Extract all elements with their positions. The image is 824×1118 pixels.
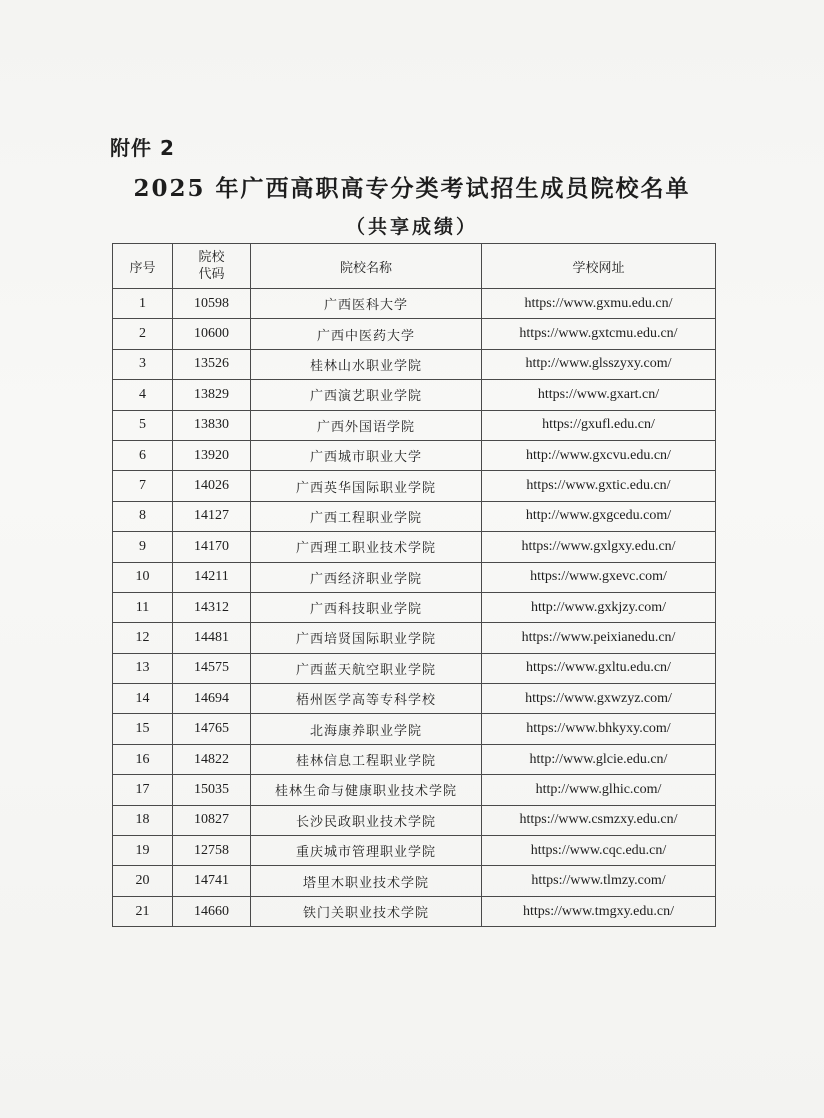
row-index-cell: 10	[113, 562, 173, 592]
row-index-cell: 16	[113, 744, 173, 774]
row-name-cell: 梧州医学高等专科学校	[251, 684, 482, 714]
header-code	[173, 244, 251, 289]
row-name-cell: 广西城市职业大学	[251, 440, 482, 470]
row-name-cell: 广西蓝天航空职业学院	[251, 653, 482, 683]
row-code-cell: 14481	[173, 623, 251, 653]
row-code-cell: 14127	[173, 501, 251, 531]
table-row	[113, 440, 716, 470]
row-index-cell: 9	[113, 532, 173, 562]
table-row	[113, 380, 716, 410]
row-name-cell: 广西医科大学	[251, 289, 482, 319]
row-name-cell: 广西培贤国际职业学院	[251, 623, 482, 653]
row-code-cell: 14170	[173, 532, 251, 562]
row-name-cell: 桂林生命与健康职业技术学院	[251, 775, 482, 805]
row-code-cell: 14575	[173, 653, 251, 683]
table-row	[113, 289, 716, 319]
row-code-cell: 13829	[173, 380, 251, 410]
row-name-cell: 重庆城市管理职业学院	[251, 836, 482, 866]
row-code-cell: 14822	[173, 744, 251, 774]
table-row	[113, 562, 716, 592]
row-url-cell[interactable]: http://www.glsszyxy.com/	[482, 349, 716, 379]
document-title: 2025 年广西高职高专分类考试招生成员院校名单	[133, 175, 691, 202]
header-code-line1: 院校	[198, 250, 225, 265]
table-row	[113, 653, 716, 683]
row-url-cell[interactable]: https://www.gxltu.edu.cn/	[482, 653, 716, 683]
row-url-cell[interactable]: https://www.gxtcmu.edu.cn/	[482, 319, 716, 349]
row-code-cell: 14312	[173, 592, 251, 622]
row-name-cell: 铁门关职业技术学院	[251, 896, 482, 926]
table-row	[113, 410, 716, 440]
attachment-label: 附件 2	[110, 136, 175, 160]
table-row	[113, 471, 716, 501]
row-code-cell: 13830	[173, 410, 251, 440]
row-url-cell[interactable]: http://www.glcie.edu.cn/	[482, 744, 716, 774]
row-code-cell: 14765	[173, 714, 251, 744]
table-row	[113, 866, 716, 896]
table-row	[113, 896, 716, 926]
row-code-cell: 10827	[173, 805, 251, 835]
row-name-cell: 广西理工职业技术学院	[251, 532, 482, 562]
row-index-cell: 5	[113, 410, 173, 440]
table-body	[113, 289, 716, 927]
row-code-cell: 14026	[173, 471, 251, 501]
row-index-cell: 19	[113, 836, 173, 866]
row-url-cell[interactable]: http://www.glhic.com/	[482, 775, 716, 805]
row-url-cell[interactable]: https://www.gxwzyz.com/	[482, 684, 716, 714]
row-code-cell: 10598	[173, 289, 251, 319]
table-row	[113, 592, 716, 622]
institution-table	[112, 243, 716, 927]
table-row	[113, 744, 716, 774]
row-index-cell: 13	[113, 653, 173, 683]
row-index-cell: 1	[113, 289, 173, 319]
row-url-cell[interactable]: https://www.bhkyxy.com/	[482, 714, 716, 744]
row-name-cell: 北海康养职业学院	[251, 714, 482, 744]
table-header-row	[113, 244, 716, 289]
row-name-cell: 广西演艺职业学院	[251, 380, 482, 410]
row-index-cell: 6	[113, 440, 173, 470]
table-row	[113, 714, 716, 744]
row-code-cell: 12758	[173, 836, 251, 866]
row-code-cell: 10600	[173, 319, 251, 349]
table-row	[113, 532, 716, 562]
row-index-cell: 8	[113, 501, 173, 531]
row-url-cell[interactable]: http://www.gxgcedu.com/	[482, 501, 716, 531]
row-index-cell: 15	[113, 714, 173, 744]
row-index-cell: 18	[113, 805, 173, 835]
row-url-cell[interactable]: https://www.tlmzy.com/	[482, 866, 716, 896]
row-name-cell: 长沙民政职业技术学院	[251, 805, 482, 835]
row-name-cell: 广西英华国际职业学院	[251, 471, 482, 501]
row-name-cell: 广西科技职业学院	[251, 592, 482, 622]
row-url-cell[interactable]: https://gxufl.edu.cn/	[482, 410, 716, 440]
row-index-cell: 3	[113, 349, 173, 379]
row-index-cell: 7	[113, 471, 173, 501]
row-code-cell: 14660	[173, 896, 251, 926]
row-index-cell: 21	[113, 896, 173, 926]
row-code-cell: 14211	[173, 562, 251, 592]
row-name-cell: 塔里木职业技术学院	[251, 866, 482, 896]
table-row	[113, 836, 716, 866]
table-row	[113, 623, 716, 653]
row-code-cell: 15035	[173, 775, 251, 805]
row-code-cell: 14694	[173, 684, 251, 714]
row-url-cell[interactable]: https://www.gxevc.com/	[482, 562, 716, 592]
table-row	[113, 775, 716, 805]
row-code-cell: 13920	[173, 440, 251, 470]
row-url-cell[interactable]: https://www.gxtic.edu.cn/	[482, 471, 716, 501]
table-row	[113, 349, 716, 379]
row-code-cell: 14741	[173, 866, 251, 896]
row-index-cell: 11	[113, 592, 173, 622]
row-index-cell: 2	[113, 319, 173, 349]
row-url-cell[interactable]: http://www.gxkjzy.com/	[482, 592, 716, 622]
header-code-line2: 代码	[198, 267, 225, 282]
table-row	[113, 501, 716, 531]
row-url-cell[interactable]: https://www.gxlgxy.edu.cn/	[482, 532, 716, 562]
row-name-cell: 广西经济职业学院	[251, 562, 482, 592]
header-index: 序号	[113, 244, 173, 289]
row-url-cell[interactable]: https://www.cqc.edu.cn/	[482, 836, 716, 866]
row-name-cell: 桂林山水职业学院	[251, 349, 482, 379]
row-name-cell: 桂林信息工程职业学院	[251, 744, 482, 774]
row-index-cell: 4	[113, 380, 173, 410]
header-url: 学校网址	[482, 244, 716, 289]
row-index-cell: 12	[113, 623, 173, 653]
table-row	[113, 684, 716, 714]
row-url-cell[interactable]: https://www.gxmu.edu.cn/	[482, 289, 716, 319]
row-name-cell: 广西外国语学院	[251, 410, 482, 440]
row-url-cell[interactable]: https://www.peixianedu.cn/	[482, 623, 716, 653]
row-name-cell: 广西工程职业学院	[251, 501, 482, 531]
row-index-cell: 17	[113, 775, 173, 805]
table-row	[113, 319, 716, 349]
table-row	[113, 805, 716, 835]
row-url-cell[interactable]: https://www.gxart.cn/	[482, 380, 716, 410]
header-name: 院校名称	[251, 244, 482, 289]
document-subtitle: （共享成绩）	[345, 216, 478, 238]
row-url-cell[interactable]: https://www.tmgxy.edu.cn/	[482, 896, 716, 926]
row-index-cell: 20	[113, 866, 173, 896]
row-url-cell[interactable]: http://www.gxcvu.edu.cn/	[482, 440, 716, 470]
row-index-cell: 14	[113, 684, 173, 714]
row-url-cell[interactable]: https://www.csmzxy.edu.cn/	[482, 805, 716, 835]
row-code-cell: 13526	[173, 349, 251, 379]
row-name-cell: 广西中医药大学	[251, 319, 482, 349]
